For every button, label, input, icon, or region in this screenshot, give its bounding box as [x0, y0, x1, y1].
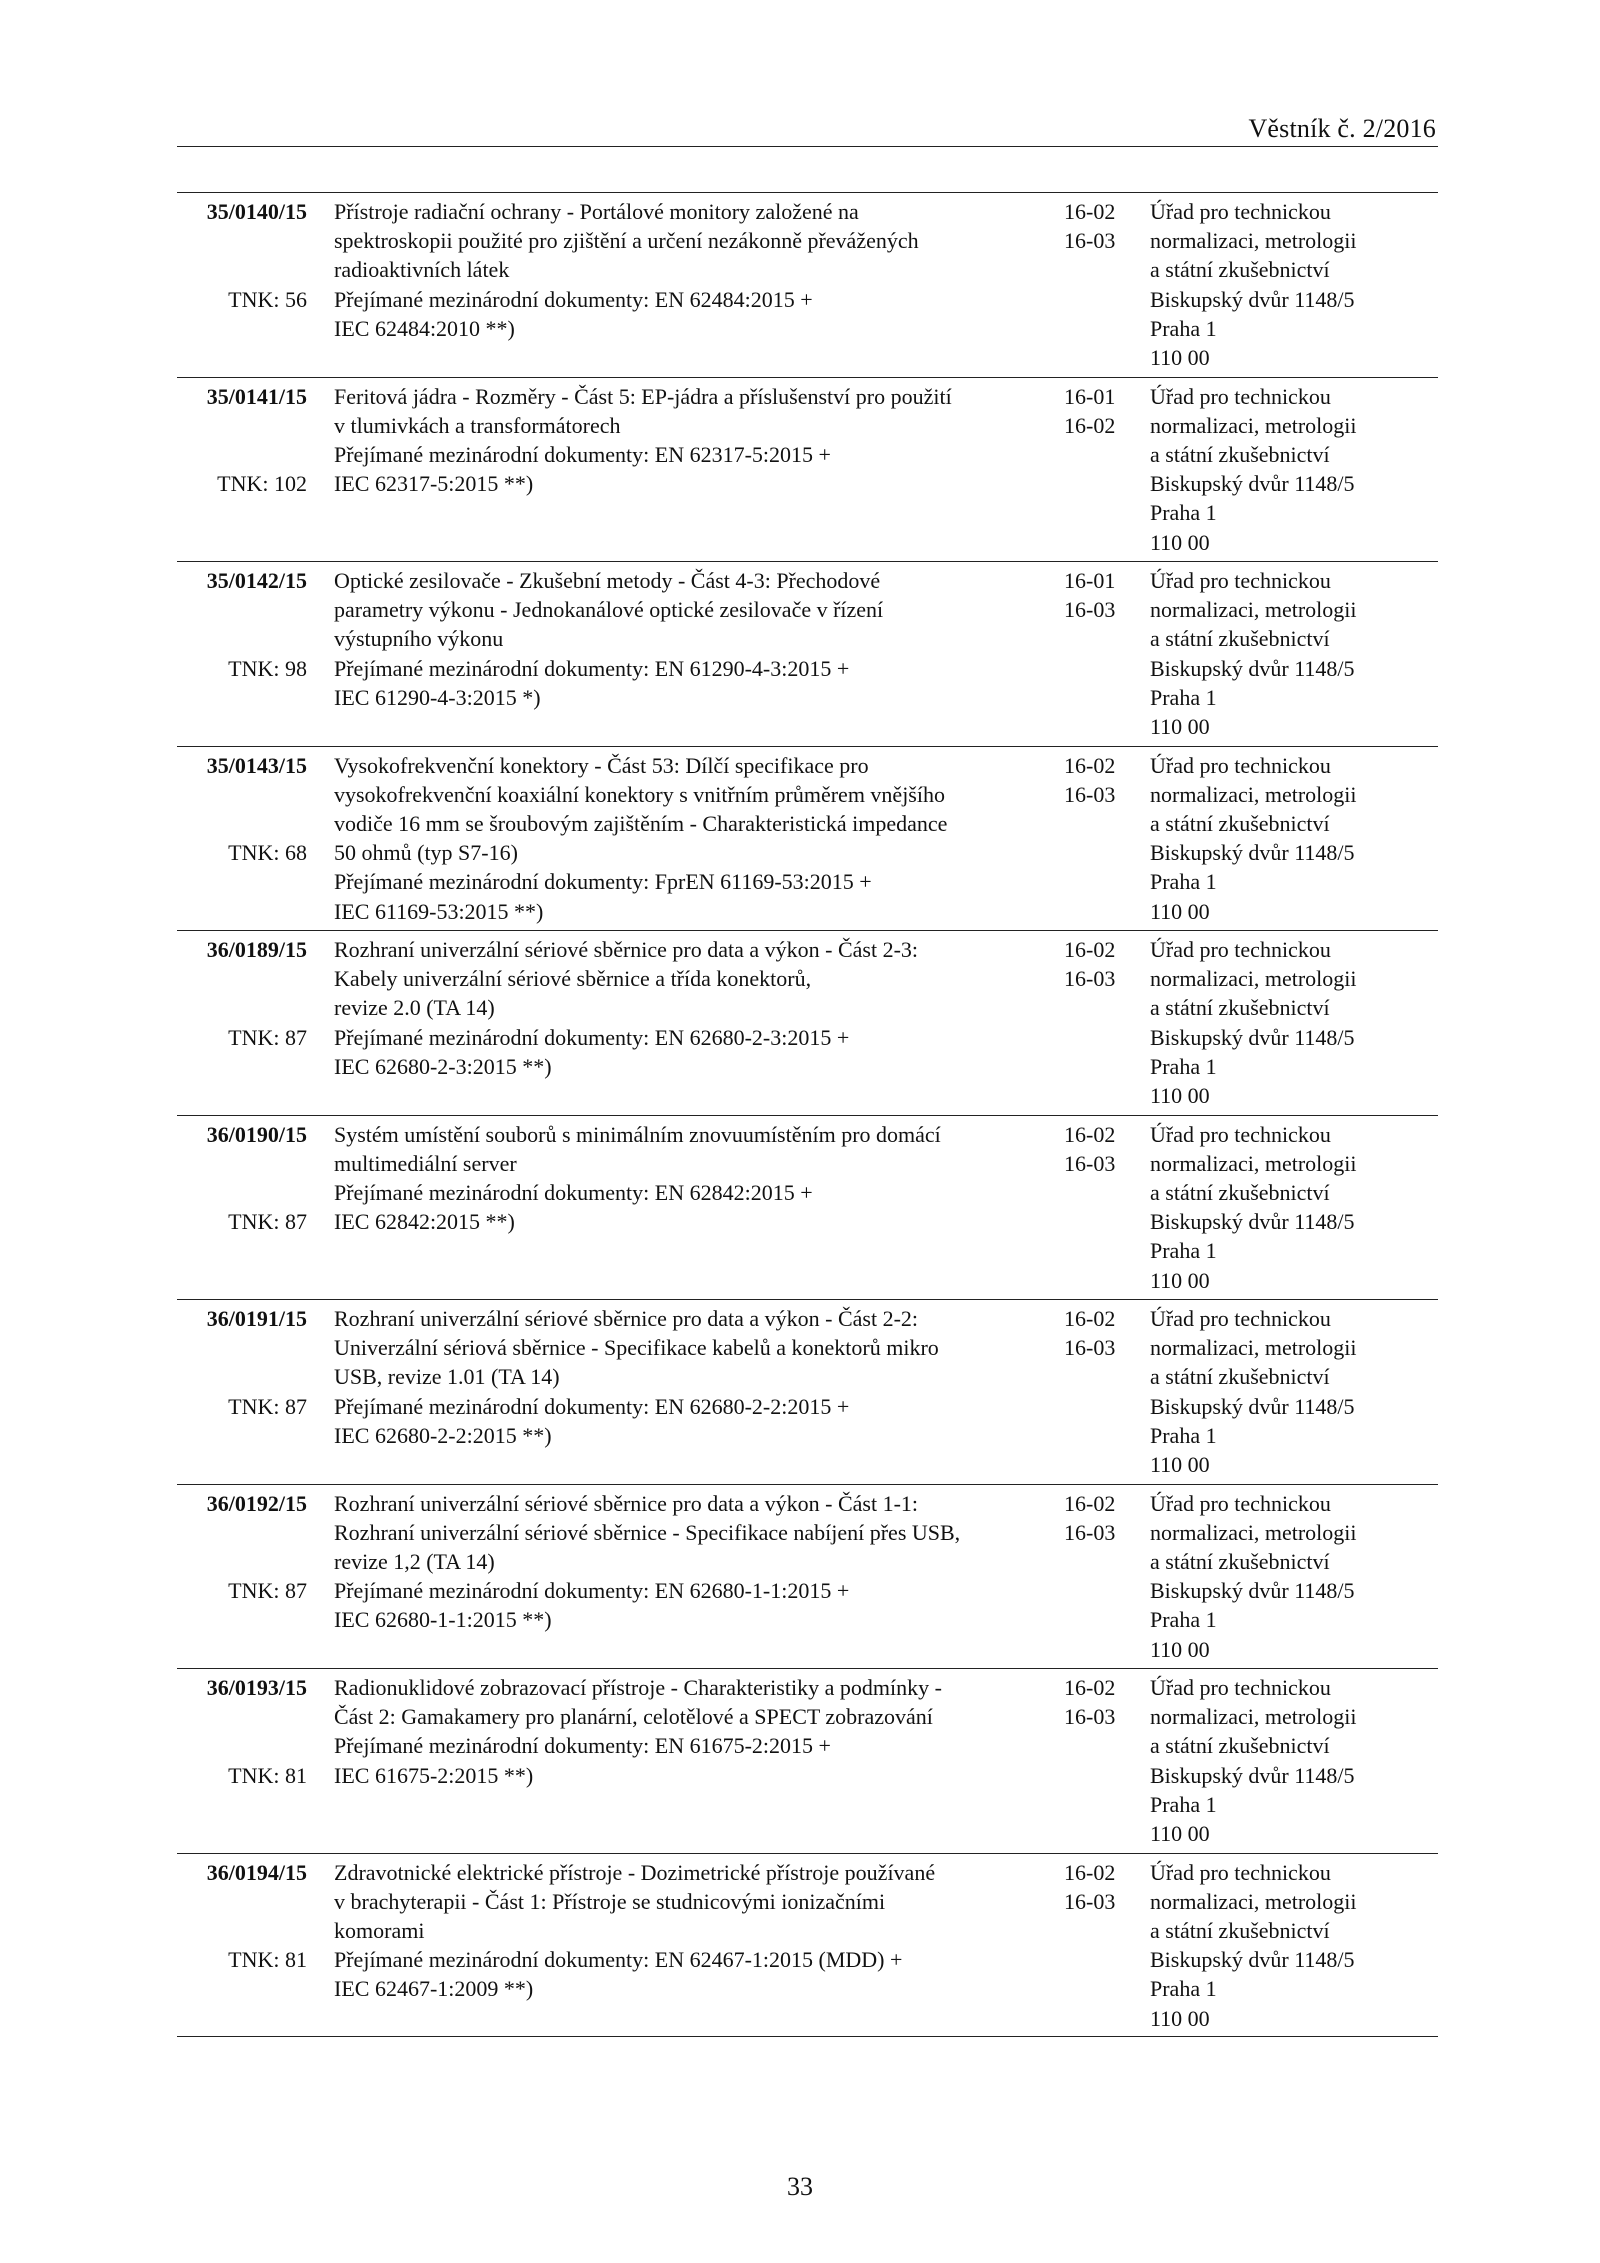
entry-title-line: IEC 62680-1-1:2015 **): [334, 1607, 552, 1633]
entry-title-cell: [334, 1858, 936, 2004]
entry-title-line: vodiče 16 mm se šroubovým zajištěním - Charakteristická impedance: [334, 810, 948, 836]
entry-office-line: a státní zkušebnictví: [1150, 810, 1330, 836]
entry-office-cell: [1150, 1304, 1438, 1479]
entry-date: 16-03: [1064, 1519, 1116, 1545]
entry-number-cell: [177, 751, 307, 866]
entry-office-line: 110 00: [1150, 1452, 1210, 1478]
entry-office-line: normalizaci, metrologii: [1150, 597, 1357, 623]
entry-tnk: TNK: 81: [228, 1762, 307, 1788]
entry-title-cell: [334, 1673, 942, 1790]
entry-date: 16-03: [1064, 597, 1116, 623]
entry-title-line: Rozhraní univerzální sériové sběrnice pro data a výkon - Část 2-2:: [334, 1306, 919, 1331]
entry-title-line: revize 2.0 (TA 14): [334, 995, 495, 1021]
entry-number-cell: [177, 566, 307, 681]
entry-title-cell: [334, 382, 952, 499]
standard-entry-row: [177, 746, 1438, 931]
entry-office-line: Biskupský dvůr 1148/5: [1150, 1393, 1355, 1419]
standard-entry-row: [177, 1853, 1438, 2038]
entry-code: 36/0191/15: [206, 1306, 307, 1331]
entry-office-line: Praha 1: [1150, 869, 1217, 895]
entry-dates-cell: [1064, 751, 1134, 809]
entry-tnk: TNK: 68: [228, 840, 307, 866]
entry-title-line: v tlumivkách a transformátorech: [334, 412, 621, 438]
entry-office-line: Biskupský dvůr 1148/5: [1150, 471, 1355, 497]
entry-title-line: Optické zesilovače - Zkušební metody - Část 4-3: Přechodové: [334, 568, 881, 593]
entry-title-line: Feritová jádra - Rozměry - Část 5: EP-jádra a příslušenství pro použití: [334, 383, 952, 409]
entry-date: 16-01: [1064, 383, 1116, 409]
entry-title-line: IEC 62317-5:2015 **): [334, 471, 534, 497]
entry-office-line: a státní zkušebnictví: [1150, 1917, 1330, 1943]
entry-title-line: Přejímané mezinárodní dokumenty: FprEN 61169-53:2015 +: [334, 869, 872, 895]
entry-title-line: v brachyterapii - Část 1: Přístroje se studnicovými ionizačními: [334, 1888, 886, 1914]
entry-office-line: Praha 1: [1150, 1053, 1217, 1079]
entry-title-line: Rozhraní univerzální sériové sběrnice pro data a výkon - Část 1-1:: [334, 1490, 919, 1516]
entry-title-cell: [334, 197, 919, 343]
entry-title-cell: [334, 1120, 941, 1237]
standard-entry-row: [177, 930, 1438, 1115]
entry-date: 16-02: [1064, 1859, 1116, 1885]
entry-office-line: Úřad pro technickou: [1150, 937, 1331, 962]
entry-office-line: Úřad pro technickou: [1150, 383, 1331, 409]
entry-office-line: a státní zkušebnictví: [1150, 1733, 1330, 1759]
entry-title-cell: [334, 1489, 961, 1635]
standards-table: [177, 192, 1438, 2037]
entry-office-line: Biskupský dvůr 1148/5: [1150, 286, 1355, 312]
entry-office-cell: [1150, 566, 1438, 741]
entry-number-cell: [177, 197, 307, 312]
entry-office-cell: [1150, 197, 1438, 372]
entry-number-cell: [177, 1673, 307, 1788]
entry-number-cell: [177, 1120, 307, 1235]
entry-date: 16-02: [1064, 1490, 1116, 1516]
entry-date: 16-02: [1064, 752, 1116, 778]
entry-office-line: Praha 1: [1150, 315, 1217, 341]
standard-entry-row: [177, 1115, 1438, 1300]
entry-office-line: a státní zkušebnictví: [1150, 626, 1330, 652]
entry-dates-cell: [1064, 1673, 1134, 1731]
entry-date: 16-02: [1064, 1121, 1116, 1147]
entry-title-line: IEC 62680-2-3:2015 **): [334, 1053, 552, 1079]
entry-title-line: IEC 61169-53:2015 **): [334, 898, 544, 924]
entry-date: 16-02: [1064, 1675, 1116, 1700]
entry-title-line: Systém umístění souborů s minimálním znovuumístěním pro domácí: [334, 1121, 941, 1147]
entry-date: 16-02: [1064, 1306, 1116, 1331]
entry-title-line: 50 ohmů (typ S7-16): [334, 840, 518, 866]
entry-office-line: a státní zkušebnictví: [1150, 1364, 1330, 1390]
entry-number-cell: [177, 1858, 307, 1973]
entry-title-line: Přejímané mezinárodní dokumenty: EN 62680-2-3:2015 +: [334, 1024, 850, 1050]
entry-dates-cell: [1064, 1489, 1134, 1547]
standard-entry-row: [177, 561, 1438, 746]
entry-office-line: 110 00: [1150, 2005, 1210, 2031]
entry-dates-cell: [1064, 566, 1134, 624]
entry-office-line: normalizaci, metrologii: [1150, 1888, 1357, 1914]
entry-office-line: Biskupský dvůr 1148/5: [1150, 1947, 1355, 1973]
entry-date: 16-03: [1064, 1150, 1116, 1176]
entry-office-line: normalizaci, metrologii: [1150, 1335, 1357, 1361]
entry-dates-cell: [1064, 382, 1134, 440]
entry-dates-cell: [1064, 1858, 1134, 1916]
entry-office-line: normalizaci, metrologii: [1150, 412, 1357, 438]
entry-title-line: IEC 62842:2015 **): [334, 1209, 515, 1235]
entry-office-line: 110 00: [1150, 1636, 1210, 1662]
entry-title-line: IEC 62680-2-2:2015 **): [334, 1422, 552, 1448]
entry-date: 16-02: [1064, 199, 1116, 224]
entry-office-line: normalizaci, metrologii: [1150, 228, 1357, 254]
entry-title-line: revize 1,2 (TA 14): [334, 1548, 495, 1574]
entry-title-line: Část 2: Gamakamery pro planární, celotělové a SPECT zobrazování: [334, 1704, 933, 1730]
entry-title-line: vysokofrekvenční koaxiální konektory s vnitřním průměrem vnějšího: [334, 781, 945, 807]
standard-entry-row: [177, 377, 1438, 562]
entry-office-line: Úřad pro technickou: [1150, 199, 1331, 224]
entry-title-line: Přejímané mezinárodní dokumenty: EN 62842:2015 +: [334, 1179, 813, 1205]
entry-office-line: normalizaci, metrologii: [1150, 781, 1357, 807]
standard-entry-row: [177, 1668, 1438, 1853]
entry-office-line: 110 00: [1150, 345, 1210, 371]
entry-office-line: a státní zkušebnictví: [1150, 1179, 1330, 1205]
entry-title-cell: [334, 935, 919, 1081]
entry-title-cell: [334, 751, 948, 926]
entry-code: 36/0192/15: [206, 1490, 307, 1516]
entry-tnk: TNK: 56: [228, 286, 307, 312]
entry-date: 16-03: [1064, 781, 1116, 807]
entry-office-line: 110 00: [1150, 1821, 1210, 1847]
entry-title-line: výstupního výkonu: [334, 626, 504, 652]
entry-office-line: Úřad pro technickou: [1150, 1306, 1331, 1331]
entry-tnk: TNK: 102: [217, 471, 307, 497]
entry-date: 16-03: [1064, 1335, 1116, 1361]
entry-office-line: Praha 1: [1150, 1422, 1217, 1448]
entry-tnk: TNK: 81: [228, 1947, 307, 1973]
entry-title-line: parametry výkonu - Jednokanálové optické zesilovače v řízení: [334, 597, 884, 623]
entry-title-cell: [334, 1304, 939, 1450]
entry-code: 35/0142/15: [206, 568, 307, 593]
entry-office-line: 110 00: [1150, 898, 1210, 924]
standard-entry-row: [177, 192, 1438, 377]
entry-date: 16-03: [1064, 1704, 1116, 1730]
entry-tnk: TNK: 87: [228, 1209, 307, 1235]
journal-title: Věstník č. 2/2016: [1248, 114, 1436, 143]
entry-office-cell: [1150, 382, 1438, 557]
entry-date: 16-02: [1064, 412, 1116, 438]
entry-title-line: Přejímané mezinárodní dokumenty: EN 62680-1-1:2015 +: [334, 1578, 850, 1604]
entry-date: 16-03: [1064, 228, 1116, 254]
entry-office-line: a státní zkušebnictví: [1150, 1548, 1330, 1574]
entry-office-line: Biskupský dvůr 1148/5: [1150, 1762, 1355, 1788]
entry-office-line: Biskupský dvůr 1148/5: [1150, 1578, 1355, 1604]
entry-office-line: Úřad pro technickou: [1150, 1121, 1331, 1147]
entry-date: 16-03: [1064, 1888, 1116, 1914]
entry-office-line: a státní zkušebnictví: [1150, 441, 1330, 467]
entry-code: 36/0193/15: [206, 1675, 307, 1700]
entry-office-line: Praha 1: [1150, 1607, 1217, 1633]
entry-office-line: Biskupský dvůr 1148/5: [1150, 840, 1355, 866]
entry-dates-cell: [1064, 1304, 1134, 1362]
entry-office-line: Úřad pro technickou: [1150, 752, 1331, 778]
entry-title-line: Přejímané mezinárodní dokumenty: EN 62467-1:2015 (MDD) +: [334, 1947, 903, 1973]
entry-title-line: IEC 61675-2:2015 **): [334, 1762, 534, 1788]
entry-title-line: Univerzální sériová sběrnice - Specifikace kabelů a konektorů mikro: [334, 1335, 939, 1361]
entry-office-line: 110 00: [1150, 714, 1210, 740]
entry-title-line: Přejímané mezinárodní dokumenty: EN 61675-2:2015 +: [334, 1733, 831, 1759]
entry-office-line: Úřad pro technickou: [1150, 1675, 1331, 1700]
entry-office-line: Úřad pro technickou: [1150, 1859, 1331, 1885]
page-header: [177, 108, 1438, 147]
entry-tnk: TNK: 87: [228, 1393, 307, 1419]
entry-date: 16-03: [1064, 966, 1116, 992]
entry-tnk: TNK: 87: [228, 1578, 307, 1604]
entry-title-line: spektroskopii použité pro zjištění a určení nezákonně převážených: [334, 228, 919, 254]
entry-office-line: Praha 1: [1150, 1238, 1217, 1264]
entry-code: 36/0189/15: [206, 937, 307, 962]
entry-office-line: a státní zkušebnictví: [1150, 995, 1330, 1021]
page-number: 33: [787, 2172, 813, 2201]
entry-title-line: multimediální server: [334, 1150, 517, 1176]
entry-office-line: Úřad pro technickou: [1150, 1490, 1331, 1516]
entry-office-line: Biskupský dvůr 1148/5: [1150, 655, 1355, 681]
entry-office-line: normalizaci, metrologii: [1150, 1704, 1357, 1730]
entry-title-line: Přejímané mezinárodní dokumenty: EN 62484:2015 +: [334, 286, 813, 312]
entry-code: 36/0190/15: [206, 1121, 307, 1147]
entry-title-line: Radionuklidové zobrazovací přístroje - Charakteristiky a podmínky -: [334, 1675, 942, 1700]
entry-office-line: Praha 1: [1150, 684, 1217, 710]
entry-number-cell: [177, 1304, 307, 1419]
entry-title-line: Rozhraní univerzální sériové sběrnice pro data a výkon - Část 2-3:: [334, 937, 919, 962]
entry-tnk: TNK: 87: [228, 1024, 307, 1050]
entry-office-line: 110 00: [1150, 1083, 1210, 1109]
standard-entry-row: [177, 1299, 1438, 1484]
entry-office-line: Praha 1: [1150, 1791, 1217, 1817]
entry-title-line: Přístroje radiační ochrany - Portálové monitory založené na: [334, 199, 859, 224]
entry-office-line: 110 00: [1150, 529, 1210, 555]
entry-title-line: Zdravotnické elektrické přístroje - Dozimetrické přístroje používané: [334, 1859, 936, 1885]
entry-title-line: USB, revize 1.01 (TA 14): [334, 1364, 560, 1390]
entry-dates-cell: [1064, 935, 1134, 993]
entry-office-cell: [1150, 1489, 1438, 1664]
entry-office-cell: [1150, 1858, 1438, 2033]
entry-office-line: normalizaci, metrologii: [1150, 1150, 1357, 1176]
entry-title-line: komorami: [334, 1917, 425, 1943]
entry-code: 35/0141/15: [206, 383, 307, 409]
entry-title-line: Přejímané mezinárodní dokumenty: EN 62317-5:2015 +: [334, 441, 831, 467]
entry-office-line: 110 00: [1150, 1267, 1210, 1293]
entry-title-cell: [334, 566, 894, 712]
entry-title-line: Rozhraní univerzální sériové sběrnice - Specifikace nabíjení přes USB,: [334, 1519, 961, 1545]
entry-number-cell: [177, 1489, 307, 1604]
entry-title-line: IEC 61290-4-3:2015 *): [334, 684, 541, 710]
entry-tnk: TNK: 98: [228, 655, 307, 681]
entry-number-cell: [177, 382, 307, 497]
standard-entry-row: [177, 1484, 1438, 1669]
entry-office-line: normalizaci, metrologii: [1150, 966, 1357, 992]
entry-title-line: radioaktivních látek: [334, 257, 510, 283]
entry-title-line: Přejímané mezinárodní dokumenty: EN 62680-2-2:2015 +: [334, 1393, 850, 1419]
entry-date: 16-01: [1064, 568, 1116, 593]
entry-title-line: IEC 62484:2010 **): [334, 315, 515, 341]
entry-dates-cell: [1064, 197, 1134, 255]
entry-office-cell: [1150, 751, 1438, 926]
entry-office-line: Biskupský dvůr 1148/5: [1150, 1024, 1355, 1050]
entry-dates-cell: [1064, 1120, 1134, 1178]
entry-date: 16-02: [1064, 937, 1116, 962]
entry-office-line: Praha 1: [1150, 500, 1217, 526]
entry-number-cell: [177, 935, 307, 1050]
entry-code: 35/0143/15: [206, 752, 307, 778]
entry-office-cell: [1150, 935, 1438, 1110]
entry-title-line: Přejímané mezinárodní dokumenty: EN 61290-4-3:2015 +: [334, 655, 850, 681]
entry-office-line: normalizaci, metrologii: [1150, 1519, 1357, 1545]
entry-office-cell: [1150, 1120, 1438, 1295]
entry-code: 35/0140/15: [206, 199, 307, 224]
entry-title-line: Kabely univerzální sériové sběrnice a třída konektorů,: [334, 966, 812, 992]
entry-office-cell: [1150, 1673, 1438, 1848]
entry-title-line: Vysokofrekvenční konektory - Část 53: Dílčí specifikace pro: [334, 752, 869, 778]
entry-office-line: Praha 1: [1150, 1976, 1217, 2002]
entry-code: 36/0194/15: [206, 1859, 307, 1885]
entry-title-line: IEC 62467-1:2009 **): [334, 1976, 534, 2002]
entry-office-line: a státní zkušebnictví: [1150, 257, 1330, 283]
entry-office-line: Úřad pro technickou: [1150, 568, 1331, 593]
entry-office-line: Biskupský dvůr 1148/5: [1150, 1209, 1355, 1235]
